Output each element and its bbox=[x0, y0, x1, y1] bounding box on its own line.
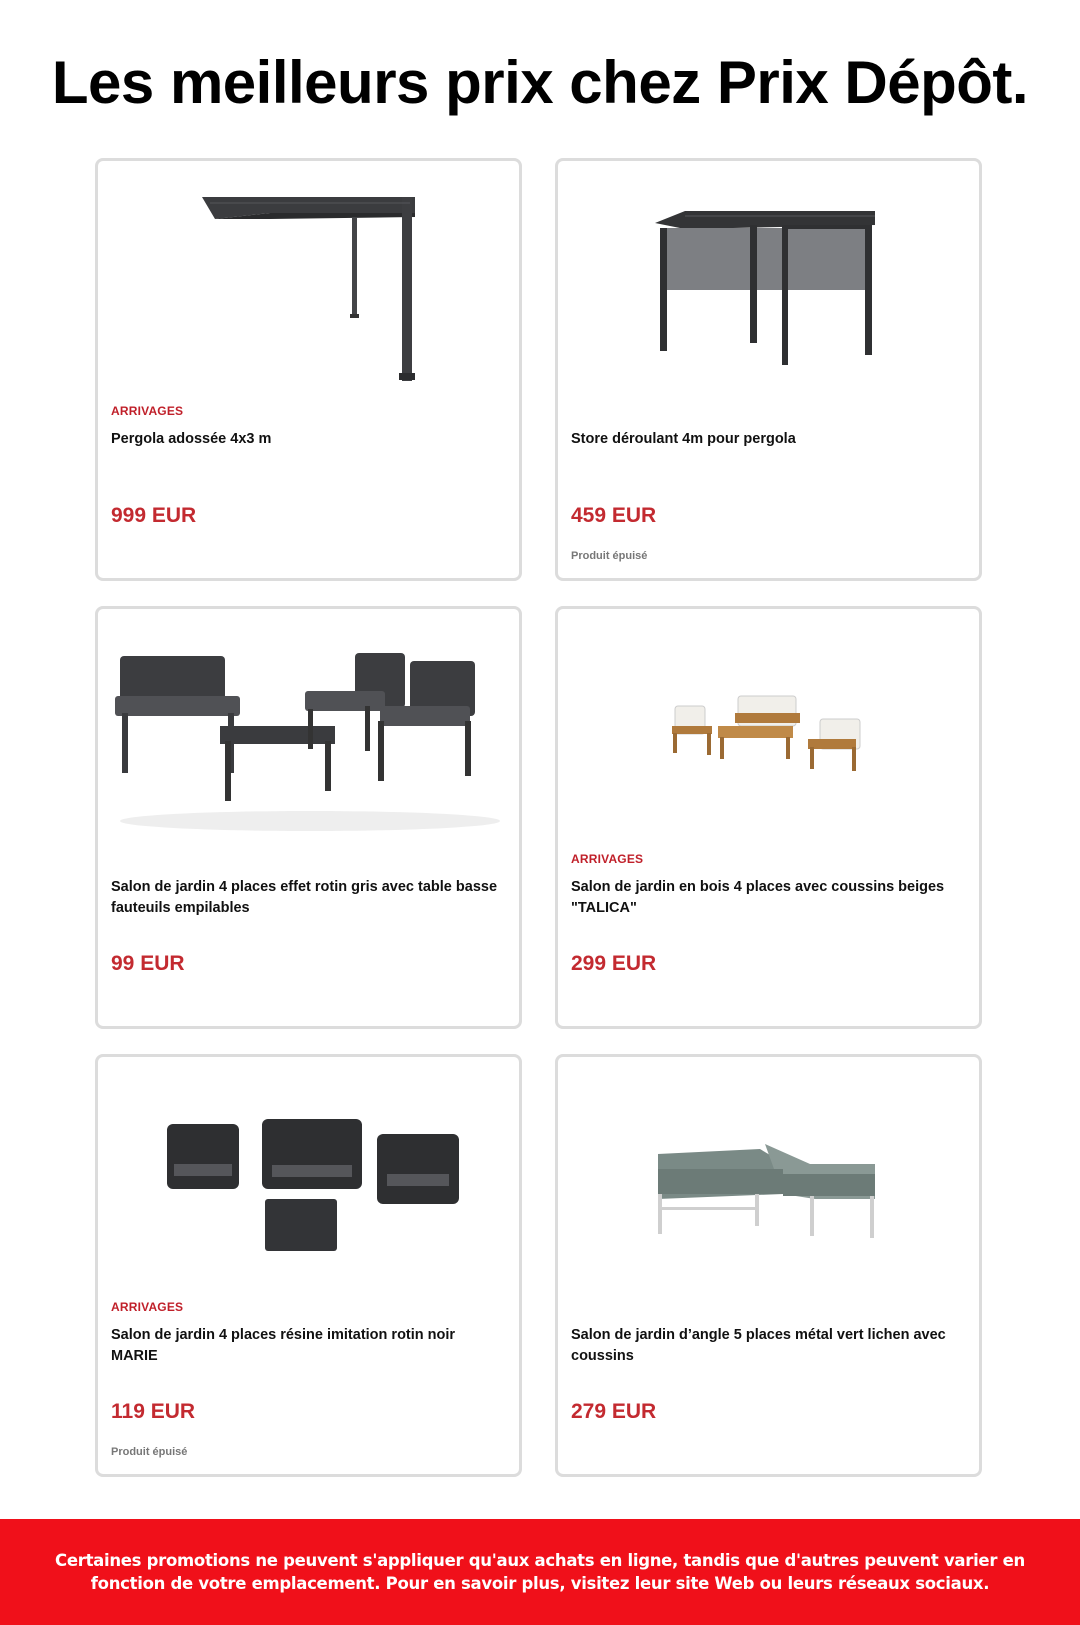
product-price: 459 EUR bbox=[571, 504, 657, 527]
product-name[interactable]: Salon de jardin 4 places effet rotin gris avec table basse fauteuils empilables bbox=[111, 879, 498, 916]
product-price: 119 EUR bbox=[111, 1400, 196, 1423]
product-card[interactable] bbox=[95, 1054, 522, 1477]
product-price: 279 EUR bbox=[571, 1400, 657, 1423]
product-price: 299 EUR bbox=[571, 952, 657, 975]
garden-set-wood-icon[interactable] bbox=[570, 621, 967, 831]
product-name[interactable]: Pergola adossée 4x3 m bbox=[111, 431, 272, 447]
pergola-store-icon[interactable] bbox=[570, 173, 967, 383]
disclaimer-text: Certaines promotions ne peuvent s'appliquer qu'aux achats en ligne, tandis que d'autres peuvent varier en fonction de votre emplacement. Pour en savoir plus, visitez leur site Web ou leurs réseaux sociaux. bbox=[55, 1551, 1025, 1593]
garden-set-black-icon[interactable] bbox=[110, 1069, 507, 1279]
pergola-wall-icon[interactable] bbox=[110, 173, 507, 383]
page-title: Les meilleurs prix chez Prix Dépôt. bbox=[51, 49, 1029, 116]
product-card[interactable] bbox=[555, 606, 982, 1029]
footer-disclaimer bbox=[0, 1519, 1080, 1625]
product-card[interactable] bbox=[555, 1054, 982, 1477]
garden-set-grey-icon[interactable] bbox=[110, 621, 507, 831]
badge-label: ARRIVAGES bbox=[571, 852, 644, 866]
badge-label: ARRIVAGES bbox=[111, 1300, 184, 1314]
product-name[interactable]: Store déroulant 4m pour pergola bbox=[571, 431, 796, 447]
product-name[interactable]: Salon de jardin d’angle 5 places métal vert lichen avec coussins bbox=[571, 1327, 946, 1364]
badge-label: ARRIVAGES bbox=[111, 404, 184, 418]
stock-status: Produit épuisé bbox=[111, 1446, 188, 1458]
product-name[interactable]: Salon de jardin en bois 4 places avec coussins beiges "TALICA" bbox=[571, 879, 945, 916]
product-price: 99 EUR bbox=[111, 952, 185, 975]
corner-sofa-icon[interactable] bbox=[570, 1069, 967, 1279]
stock-status: Produit épuisé bbox=[571, 550, 648, 562]
product-card[interactable] bbox=[555, 158, 982, 581]
product-card[interactable] bbox=[95, 158, 522, 581]
product-name[interactable]: Salon de jardin 4 places résine imitation rotin noir MARIE bbox=[111, 1327, 456, 1364]
product-price: 999 EUR bbox=[111, 504, 197, 527]
product-card[interactable] bbox=[95, 606, 522, 1029]
